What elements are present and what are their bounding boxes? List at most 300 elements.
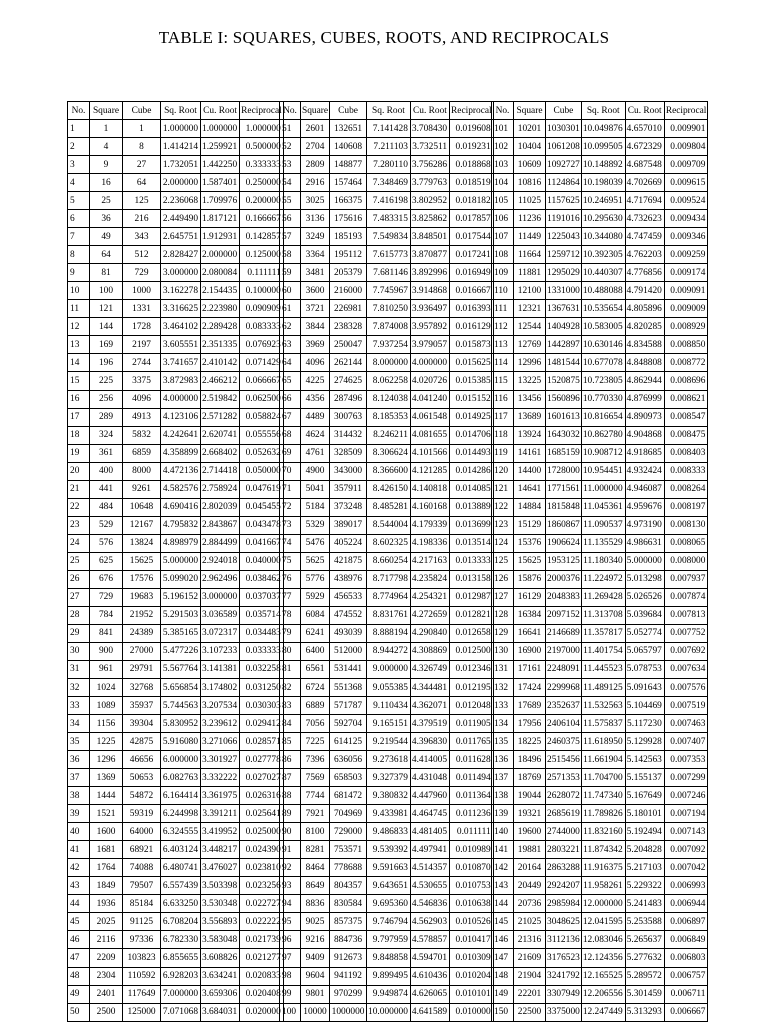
cube-cell: 10648 — [123, 498, 161, 516]
cube-root-cell: 3.000000 — [201, 588, 240, 606]
reciprocal-cell: 0.013158 — [450, 570, 494, 588]
table-row — [280, 1003, 494, 1021]
number-cell: 30 — [68, 642, 90, 660]
header-square: Square — [514, 102, 546, 120]
reciprocal-cell: 0.031250 — [240, 679, 284, 697]
number-cell: 142 — [492, 859, 514, 877]
cube-root-cell: 4.702669 — [625, 174, 664, 192]
square-root-cell: 7.483315 — [367, 210, 411, 228]
reciprocal-cell: 0.015385 — [450, 372, 494, 390]
number-cell: 146 — [492, 931, 514, 949]
reciprocal-cell: 0.023810 — [240, 859, 284, 877]
square-root-cell: 9.486833 — [367, 823, 411, 841]
cube-cell: 328509 — [330, 444, 367, 462]
square-root-cell: 6.082763 — [161, 769, 201, 787]
square-root-cell: 9.848858 — [367, 949, 411, 967]
cube-cell: 2248091 — [546, 660, 582, 678]
number-cell: 102 — [492, 138, 514, 156]
number-cell: 89 — [280, 805, 301, 823]
table-row — [68, 318, 284, 336]
cube-cell: 250047 — [330, 336, 367, 354]
table-row — [68, 480, 284, 498]
cube-cell: 4913 — [123, 408, 161, 426]
square-root-cell: 8.306624 — [367, 444, 411, 462]
cube-root-cell: 5.204828 — [625, 841, 664, 859]
square-root-cell: 9.219544 — [367, 733, 411, 751]
cube-cell: 753571 — [330, 841, 367, 859]
table-row — [68, 697, 284, 715]
square-root-cell: 10.049876 — [581, 120, 625, 138]
number-cell: 3 — [68, 156, 90, 174]
number-cell: 32 — [68, 679, 90, 697]
header-row — [492, 102, 708, 120]
table-row — [492, 390, 708, 408]
reciprocal-cell: 0.033333 — [240, 642, 284, 660]
reciprocal-cell: 0.011628 — [450, 751, 494, 769]
cube-root-cell: 4.890973 — [625, 408, 664, 426]
square-cell: 4 — [90, 138, 123, 156]
cube-cell: 35937 — [123, 697, 161, 715]
cube-cell: 46656 — [123, 751, 161, 769]
cube-cell: 238328 — [330, 318, 367, 336]
reciprocal-cell: 0.083333 — [240, 318, 284, 336]
reciprocal-cell: 0.007937 — [664, 570, 708, 588]
number-cell: 148 — [492, 967, 514, 985]
number-cell: 4 — [68, 174, 90, 192]
cube-root-cell: 3.848501 — [410, 228, 449, 246]
square-root-cell: 5.830952 — [161, 715, 201, 733]
number-cell: 11 — [68, 300, 90, 318]
table-row — [492, 156, 708, 174]
cube-root-cell: 2.466212 — [201, 372, 240, 390]
header-square-root: Sq. Root — [581, 102, 625, 120]
square-cell: 529 — [90, 516, 123, 534]
square-root-cell: 10.535654 — [581, 300, 625, 318]
number-cell: 13 — [68, 336, 90, 354]
table-row — [280, 931, 494, 949]
cube-cell: 704969 — [330, 805, 367, 823]
reciprocal-cell: 0.045455 — [240, 498, 284, 516]
number-cell: 129 — [492, 624, 514, 642]
cube-root-cell: 4.431048 — [410, 769, 449, 787]
square-root-cell: 11.401754 — [581, 642, 625, 660]
reciprocal-cell: 0.007299 — [664, 769, 708, 787]
cube-cell: 185193 — [330, 228, 367, 246]
square-cell: 676 — [90, 570, 123, 588]
square-cell: 16 — [90, 174, 123, 192]
square-cell: 841 — [90, 624, 123, 642]
reciprocal-cell: 0.028571 — [240, 733, 284, 751]
reciprocal-cell: 0.016393 — [450, 300, 494, 318]
square-root-cell: 3.605551 — [161, 336, 201, 354]
reciprocal-cell: 0.012500 — [450, 642, 494, 660]
table-row — [492, 264, 708, 282]
reciprocal-cell: 0.009091 — [664, 282, 708, 300]
square-root-cell: 12.206556 — [581, 985, 625, 1003]
number-cell: 33 — [68, 697, 90, 715]
cube-cell: 1 — [123, 120, 161, 138]
square-root-cell: 11.489125 — [581, 679, 625, 697]
square-cell: 1936 — [90, 895, 123, 913]
square-root-cell: 10.862780 — [581, 426, 625, 444]
reciprocal-cell: 0.062500 — [240, 390, 284, 408]
table-row — [280, 588, 494, 606]
cube-root-cell: 3.892996 — [410, 264, 449, 282]
cube-cell: 804357 — [330, 877, 367, 895]
reciprocal-cell: 0.009804 — [664, 138, 708, 156]
reciprocal-cell: 0.071429 — [240, 354, 284, 372]
cube-cell: 373248 — [330, 498, 367, 516]
cube-cell: 216000 — [330, 282, 367, 300]
header-square-root: Sq. Root — [367, 102, 411, 120]
table-row — [68, 228, 284, 246]
cube-root-cell: 3.979057 — [410, 336, 449, 354]
number-cell: 94 — [280, 895, 301, 913]
square-cell: 576 — [90, 534, 123, 552]
number-cell: 57 — [280, 228, 301, 246]
reciprocal-cell: 0.007874 — [664, 588, 708, 606]
reciprocal-cell: 0.024390 — [240, 841, 284, 859]
square-root-cell: 12.083046 — [581, 931, 625, 949]
cube-cell: 3307949 — [546, 985, 582, 1003]
number-cell: 36 — [68, 751, 90, 769]
number-cell: 132 — [492, 679, 514, 697]
table-row — [280, 264, 494, 282]
cube-cell: 1092727 — [546, 156, 582, 174]
cube-root-cell: 5.192494 — [625, 823, 664, 841]
square-cell: 2401 — [90, 985, 123, 1003]
table-row — [280, 516, 494, 534]
cube-cell: 110592 — [123, 967, 161, 985]
cube-cell: 2197000 — [546, 642, 582, 660]
cube-cell: 64 — [123, 174, 161, 192]
table-row — [492, 174, 708, 192]
reciprocal-cell: 0.011111 — [450, 823, 494, 841]
table-row — [280, 624, 494, 642]
table-row — [68, 733, 284, 751]
cube-root-cell: 4.254321 — [410, 588, 449, 606]
table-row — [68, 570, 284, 588]
table-row — [492, 967, 708, 985]
square-cell: 25 — [90, 192, 123, 210]
cube-root-cell: 4.198336 — [410, 534, 449, 552]
cube-cell: 157464 — [330, 174, 367, 192]
square-root-cell: 10.488088 — [581, 282, 625, 300]
square-root-cell: 8.888194 — [367, 624, 411, 642]
square-cell: 3844 — [301, 318, 330, 336]
reciprocal-cell: 0.006711 — [664, 985, 708, 1003]
square-root-cell: 9.899495 — [367, 967, 411, 985]
number-cell: 82 — [280, 679, 301, 697]
square-root-cell: 11.958261 — [581, 877, 625, 895]
square-cell: 7921 — [301, 805, 330, 823]
table-row — [280, 967, 494, 985]
reciprocal-cell: 0.008333 — [664, 462, 708, 480]
table-row — [280, 480, 494, 498]
header-number: No. — [280, 102, 301, 120]
number-cell: 113 — [492, 336, 514, 354]
table-row — [280, 354, 494, 372]
square-root-cell: 1.732051 — [161, 156, 201, 174]
cube-cell: 512 — [123, 246, 161, 264]
square-root-cell: 7.211103 — [367, 138, 411, 156]
reciprocal-cell: 0.007246 — [664, 787, 708, 805]
reciprocal-cell: 0.010417 — [450, 931, 494, 949]
reciprocal-cell: 0.012195 — [450, 679, 494, 697]
cube-root-cell: 4.946087 — [625, 480, 664, 498]
cube-cell: 287496 — [330, 390, 367, 408]
square-cell: 1600 — [90, 823, 123, 841]
table-row — [68, 372, 284, 390]
square-cell: 6724 — [301, 679, 330, 697]
number-cell: 138 — [492, 787, 514, 805]
cube-cell: 91125 — [123, 913, 161, 931]
square-root-cell: 12.041595 — [581, 913, 625, 931]
number-cell: 80 — [280, 642, 301, 660]
reciprocal-cell: 0.034483 — [240, 624, 284, 642]
square-root-cell: 5.196152 — [161, 588, 201, 606]
cube-root-cell: 5.000000 — [625, 552, 664, 570]
table-row — [492, 805, 708, 823]
cube-root-cell: 5.229322 — [625, 877, 664, 895]
reciprocal-cell: 0.043478 — [240, 516, 284, 534]
cube-root-cell: 5.217103 — [625, 859, 664, 877]
reciprocal-cell: 0.009174 — [664, 264, 708, 282]
number-cell: 76 — [280, 570, 301, 588]
cube-cell: 405224 — [330, 534, 367, 552]
square-root-cell: 2.000000 — [161, 174, 201, 192]
cube-root-cell: 4.862944 — [625, 372, 664, 390]
number-cell: 107 — [492, 228, 514, 246]
table-row — [280, 570, 494, 588]
table-row — [492, 606, 708, 624]
table-row — [492, 480, 708, 498]
number-cell: 63 — [280, 336, 301, 354]
number-cell: 121 — [492, 480, 514, 498]
square-cell: 7225 — [301, 733, 330, 751]
reciprocal-cell: 0.333333 — [240, 156, 284, 174]
reciprocal-cell: 0.022222 — [240, 913, 284, 931]
header-cube-root: Cu. Root — [625, 102, 664, 120]
cube-cell: 493039 — [330, 624, 367, 642]
number-cell: 15 — [68, 372, 90, 390]
square-root-cell: 5.000000 — [161, 552, 201, 570]
reciprocal-cell: 0.008772 — [664, 354, 708, 372]
square-cell: 10609 — [514, 156, 546, 174]
header-number: No. — [492, 102, 514, 120]
cube-root-cell: 2.884499 — [201, 534, 240, 552]
cube-cell: 117649 — [123, 985, 161, 1003]
reciprocal-cell: 0.013333 — [450, 552, 494, 570]
cube-cell: 614125 — [330, 733, 367, 751]
reciprocal-cell: 0.015625 — [450, 354, 494, 372]
cube-cell: 343000 — [330, 462, 367, 480]
cube-root-cell: 2.571282 — [201, 408, 240, 426]
number-cell: 67 — [280, 408, 301, 426]
square-root-cell: 9.110434 — [367, 697, 411, 715]
cube-cell: 2197 — [123, 336, 161, 354]
table-row — [280, 120, 494, 138]
cube-cell: 4096 — [123, 390, 161, 408]
number-cell: 103 — [492, 156, 514, 174]
reciprocal-cell: 0.012821 — [450, 606, 494, 624]
square-root-cell: 3.162278 — [161, 282, 201, 300]
square-root-cell: 11.045361 — [581, 498, 625, 516]
table-row — [280, 859, 494, 877]
cube-cell: 125 — [123, 192, 161, 210]
table-row — [68, 534, 284, 552]
square-cell: 441 — [90, 480, 123, 498]
cube-root-cell: 4.959676 — [625, 498, 664, 516]
square-cell: 10000 — [301, 1003, 330, 1021]
cube-root-cell: 5.155137 — [625, 769, 664, 787]
table-row — [68, 859, 284, 877]
cube-cell: 2628072 — [546, 787, 582, 805]
table-row — [280, 534, 494, 552]
square-cell: 324 — [90, 426, 123, 444]
square-root-cell: 8.831761 — [367, 606, 411, 624]
number-cell: 100 — [280, 1003, 301, 1021]
cube-root-cell: 2.351335 — [201, 336, 240, 354]
number-cell: 114 — [492, 354, 514, 372]
reciprocal-cell: 0.017544 — [450, 228, 494, 246]
cube-root-cell: 3.802952 — [410, 192, 449, 210]
number-cell: 71 — [280, 480, 301, 498]
reciprocal-cell: 0.020408 — [240, 985, 284, 1003]
cube-cell: 6859 — [123, 444, 161, 462]
square-cell: 11449 — [514, 228, 546, 246]
square-root-cell: 7.745967 — [367, 282, 411, 300]
number-cell: 38 — [68, 787, 90, 805]
square-cell: 3481 — [301, 264, 330, 282]
cube-cell: 2571353 — [546, 769, 582, 787]
cube-root-cell: 1.000000 — [201, 120, 240, 138]
cube-root-cell: 4.918685 — [625, 444, 664, 462]
cube-cell: 226981 — [330, 300, 367, 318]
square-cell: 16900 — [514, 642, 546, 660]
cube-root-cell: 4.932424 — [625, 462, 664, 480]
reciprocal-cell: 0.008929 — [664, 318, 708, 336]
square-root-cell: 7.141428 — [367, 120, 411, 138]
table-row — [68, 841, 284, 859]
number-cell: 87 — [280, 769, 301, 787]
square-root-cell: 11.532563 — [581, 697, 625, 715]
square-cell: 4225 — [301, 372, 330, 390]
square-cell: 7396 — [301, 751, 330, 769]
square-root-cell: 10.583005 — [581, 318, 625, 336]
cube-root-cell: 1.817121 — [201, 210, 240, 228]
square-cell: 8464 — [301, 859, 330, 877]
square-root-cell: 8.485281 — [367, 498, 411, 516]
square-root-cell: 11.747340 — [581, 787, 625, 805]
table-row — [68, 931, 284, 949]
number-cell: 131 — [492, 660, 514, 678]
cube-root-cell: 2.714418 — [201, 462, 240, 480]
square-cell: 2025 — [90, 913, 123, 931]
cube-root-cell: 4.641589 — [410, 1003, 449, 1021]
square-root-cell: 9.327379 — [367, 769, 411, 787]
table-row — [492, 715, 708, 733]
cube-cell: 64000 — [123, 823, 161, 841]
square-root-cell: 8.366600 — [367, 462, 411, 480]
cube-root-cell: 5.301459 — [625, 985, 664, 1003]
table-block-3 — [491, 101, 708, 1022]
square-cell: 7744 — [301, 787, 330, 805]
number-cell: 66 — [280, 390, 301, 408]
cube-root-cell: 2.223980 — [201, 300, 240, 318]
reciprocal-cell: 0.055556 — [240, 426, 284, 444]
square-cell: 13924 — [514, 426, 546, 444]
square-root-cell: 7.937254 — [367, 336, 411, 354]
cube-cell: 3176523 — [546, 949, 582, 967]
reciprocal-cell: 0.008065 — [664, 534, 708, 552]
cube-root-cell: 4.326749 — [410, 660, 449, 678]
cube-root-cell: 3.957892 — [410, 318, 449, 336]
cube-cell: 1157625 — [546, 192, 582, 210]
number-cell: 143 — [492, 877, 514, 895]
square-root-cell: 10.198039 — [581, 174, 625, 192]
cube-root-cell: 4.308869 — [410, 642, 449, 660]
square-cell: 9025 — [301, 913, 330, 931]
cube-cell: 2863288 — [546, 859, 582, 877]
square-root-cell: 10.246951 — [581, 192, 625, 210]
cube-root-cell: 2.410142 — [201, 354, 240, 372]
cube-root-cell: 4.020726 — [410, 372, 449, 390]
square-root-cell: 11.135529 — [581, 534, 625, 552]
table-row — [68, 660, 284, 678]
cube-root-cell: 4.732623 — [625, 210, 664, 228]
table-row — [280, 444, 494, 462]
number-cell: 72 — [280, 498, 301, 516]
cube-cell: 2803221 — [546, 841, 582, 859]
square-root-cell: 5.385165 — [161, 624, 201, 642]
reciprocal-cell: 0.010101 — [450, 985, 494, 1003]
square-cell: 13689 — [514, 408, 546, 426]
number-cell: 52 — [280, 138, 301, 156]
cube-root-cell: 3.207534 — [201, 697, 240, 715]
cube-cell: 1404928 — [546, 318, 582, 336]
square-root-cell: 12.165525 — [581, 967, 625, 985]
cube-cell: 1728 — [123, 318, 161, 336]
square-cell: 3249 — [301, 228, 330, 246]
number-cell: 55 — [280, 192, 301, 210]
cube-cell: 1295029 — [546, 264, 582, 282]
number-cell: 6 — [68, 210, 90, 228]
reciprocal-cell: 0.007463 — [664, 715, 708, 733]
square-cell: 484 — [90, 498, 123, 516]
cube-cell: 17576 — [123, 570, 161, 588]
table-row — [68, 769, 284, 787]
number-cell: 144 — [492, 895, 514, 913]
reciprocal-cell: 0.050000 — [240, 462, 284, 480]
square-cell: 14400 — [514, 462, 546, 480]
table-row — [280, 715, 494, 733]
header-number: No. — [68, 102, 90, 120]
table-row — [492, 588, 708, 606]
cube-cell: 1520875 — [546, 372, 582, 390]
reciprocal-cell: 0.076923 — [240, 336, 284, 354]
table-row — [492, 318, 708, 336]
number-cell: 19 — [68, 444, 90, 462]
cube-cell: 132651 — [330, 120, 367, 138]
cube-cell: 1953125 — [546, 552, 582, 570]
number-cell: 10 — [68, 282, 90, 300]
number-cell: 29 — [68, 624, 90, 642]
square-cell: 17424 — [514, 679, 546, 697]
table-row — [68, 967, 284, 985]
table-row — [492, 372, 708, 390]
reciprocal-cell: 0.012658 — [450, 624, 494, 642]
